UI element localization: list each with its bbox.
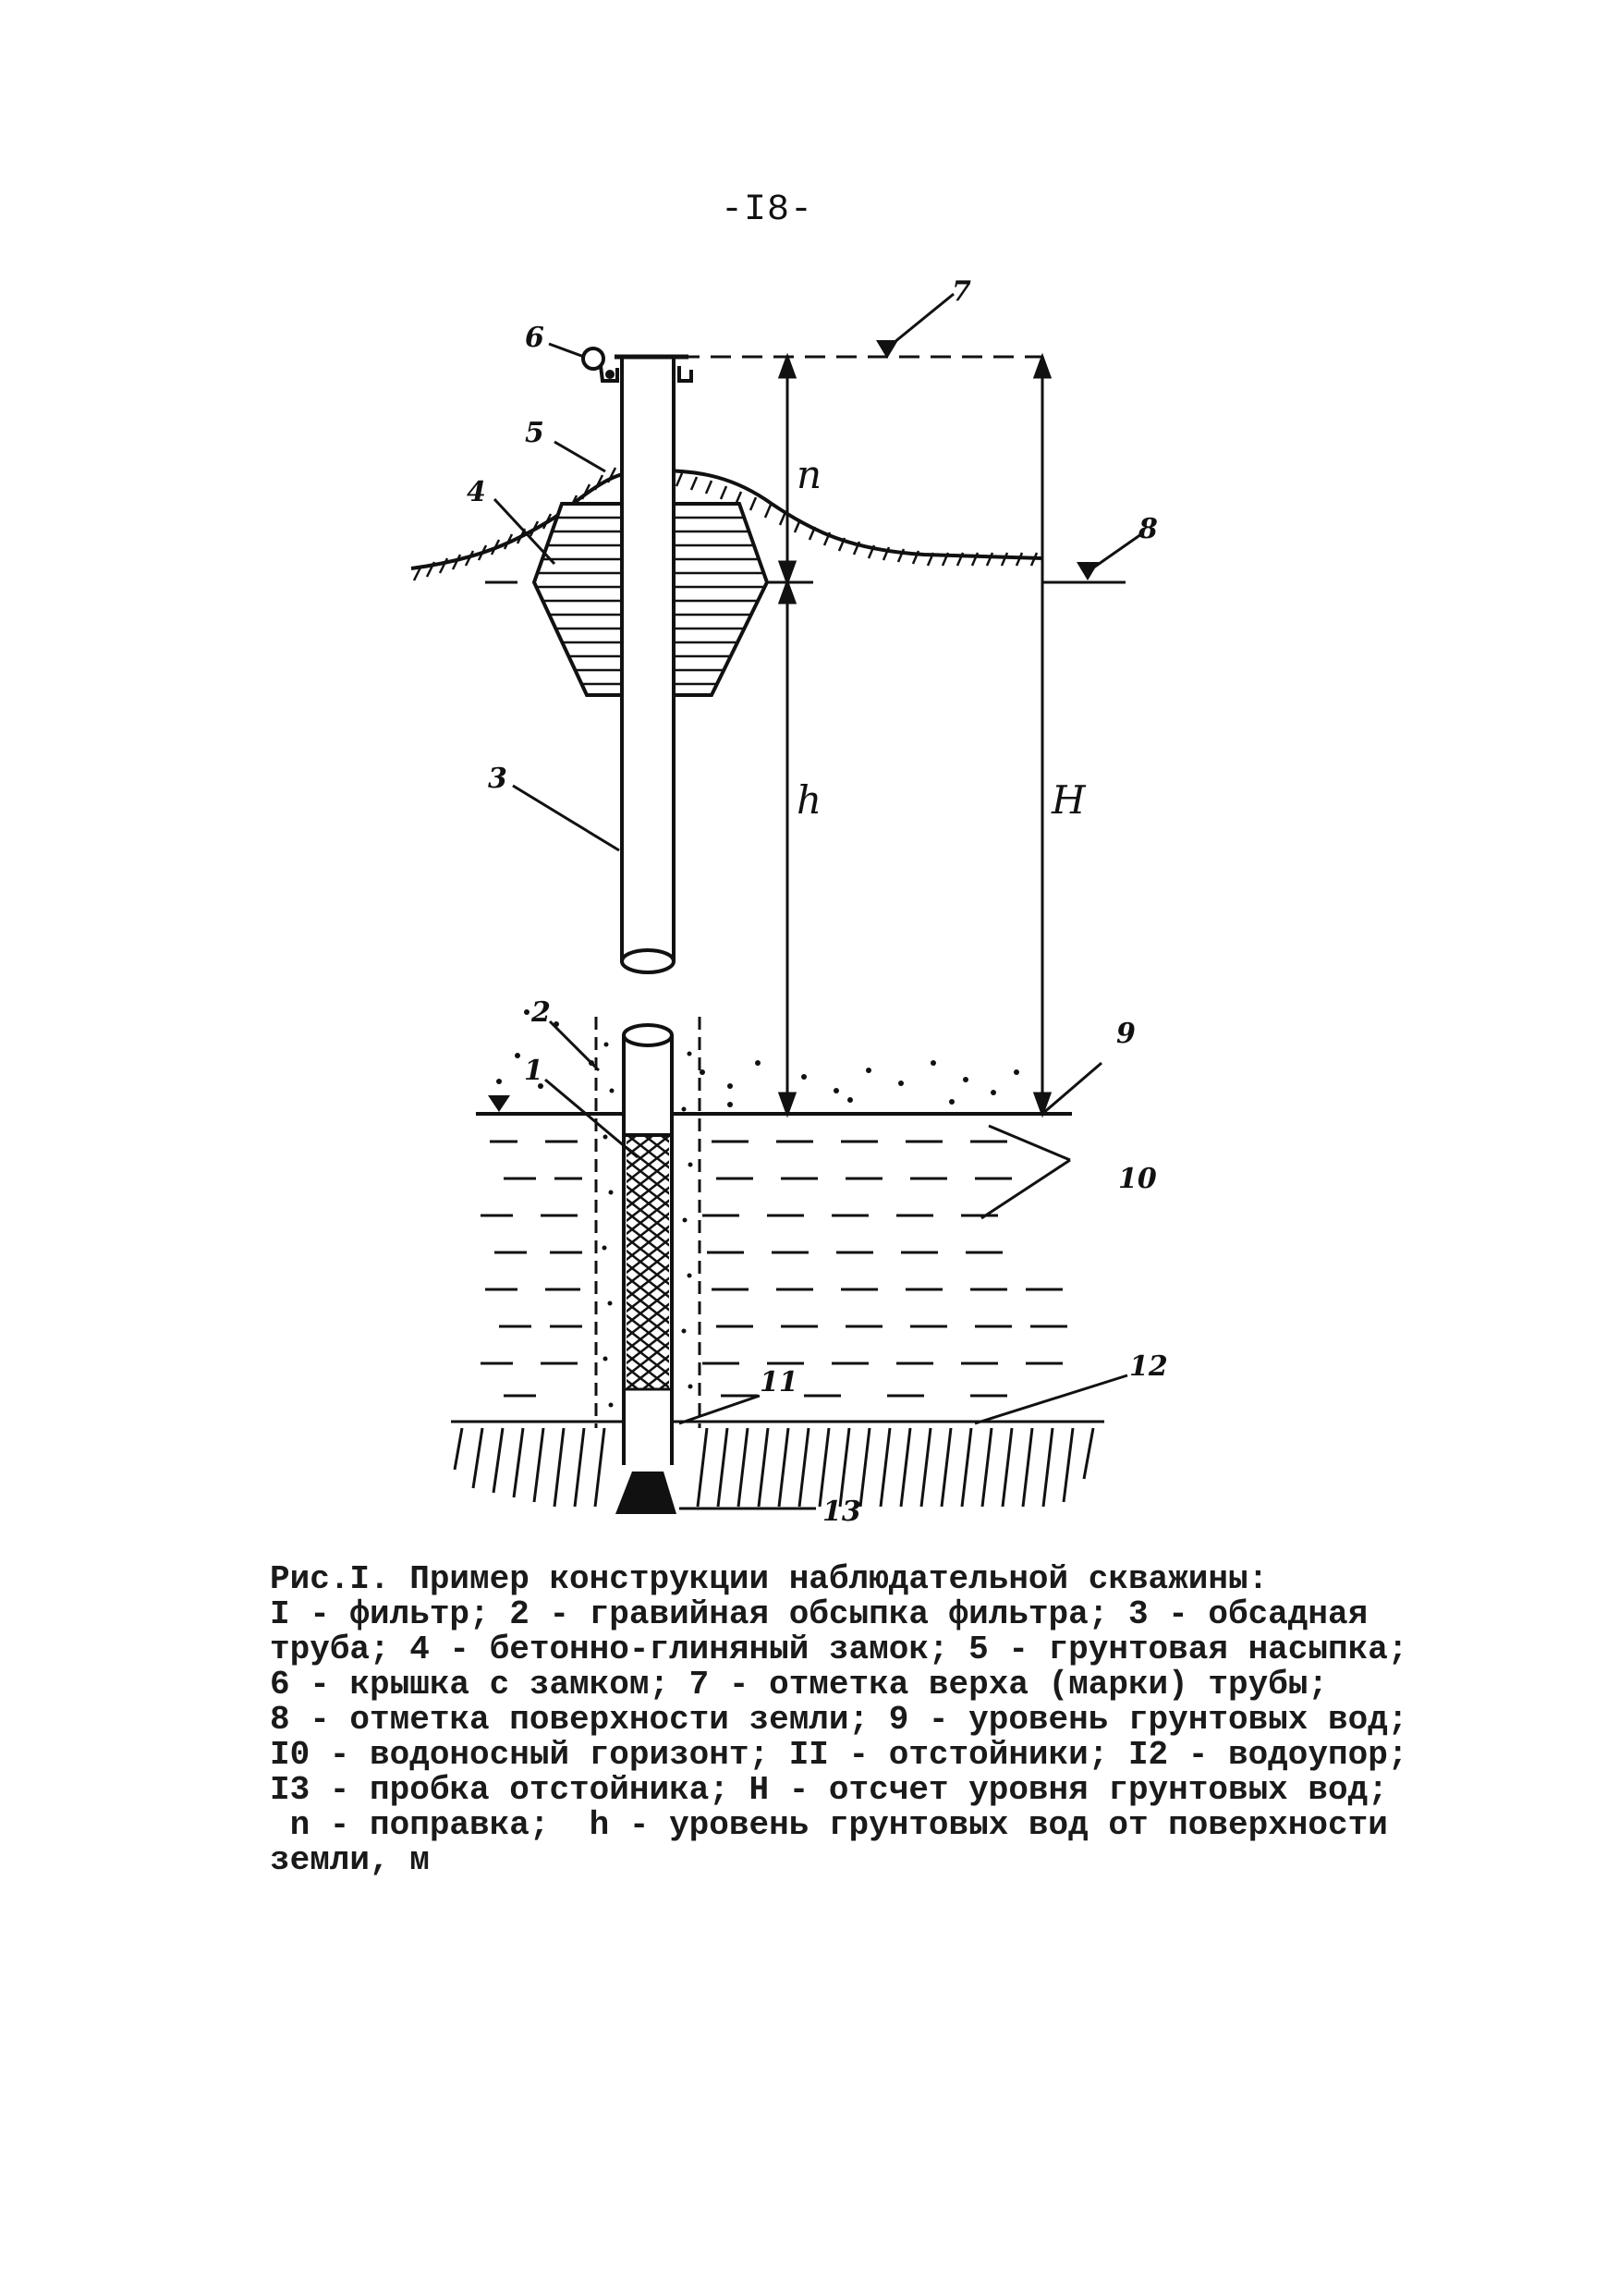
figure-caption [270, 1562, 1406, 1878]
label-4: 4 [467, 476, 486, 508]
label-8: 8 [1138, 513, 1158, 545]
caption-line: Рис.I. Пример конструкции наблюдательной скважины: [270, 1560, 1269, 1598]
figure-labels [467, 275, 1168, 1528]
label-1: 1 [524, 1055, 543, 1087]
pipe-top-dashed-line [679, 294, 1042, 359]
label-10: 10 [1118, 1163, 1157, 1195]
caption-line: земли, м [270, 1841, 430, 1879]
caption-line: n - поправка; h - уровень грунтовых вод от поверхности [270, 1806, 1388, 1844]
caption-line: I0 - водоносный горизонт; II - отстойники; I2 - водоупор; [270, 1736, 1408, 1774]
label-2: 2 [531, 996, 551, 1029]
label-13: 13 [822, 1496, 861, 1528]
dimension-label-n: n [797, 452, 822, 497]
impermeable-layer [451, 1422, 1104, 1507]
caption-line: 8 - отметка поверхности земли; 9 - уровень грунтовых вод; [270, 1701, 1408, 1739]
label-5: 5 [525, 417, 544, 449]
caption-line: 6 - крышка с замком; 7 - отметка верха (марки) трубы; [270, 1666, 1328, 1704]
label-11: 11 [760, 1366, 798, 1398]
page-number: -I8- [721, 189, 814, 231]
label-6: 6 [525, 322, 544, 354]
label-12: 12 [1129, 1350, 1168, 1383]
filter-pipe-lower [615, 1025, 676, 1514]
label-7: 7 [952, 275, 971, 308]
dimension-label-H: H [1052, 777, 1086, 823]
caption-line: труба; 4 - бетонно-глиняный замок; 5 - грунтовая насыпка; [270, 1630, 1408, 1668]
label-9: 9 [1116, 1018, 1136, 1050]
dimension-label-h: h [797, 777, 822, 823]
label-3: 3 [488, 763, 507, 795]
caption-line: I - фильтр; 2 - гравийная обсыпка фильтра; 3 - обсадная [270, 1595, 1369, 1633]
ground-surface [411, 468, 1141, 582]
casing-pipe-upper [622, 359, 674, 972]
caption-line: I3 - пробка отстойника; H - отсчет уровня грунтовых вод; [270, 1771, 1388, 1809]
